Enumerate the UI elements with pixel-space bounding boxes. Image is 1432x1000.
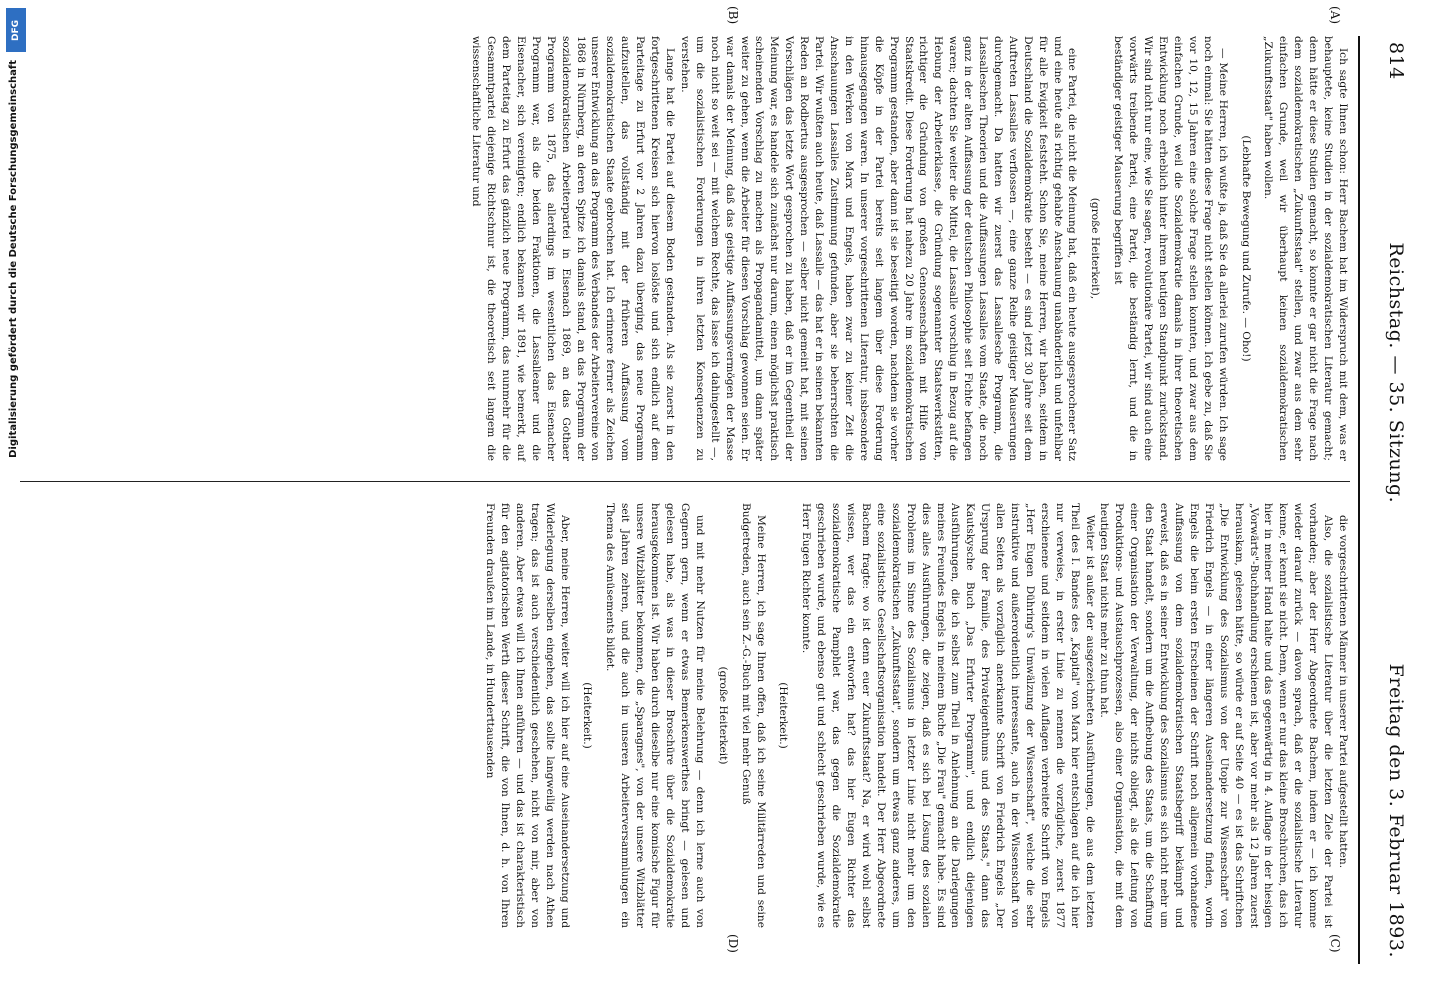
margin-marker-b: (B) bbox=[726, 6, 740, 25]
paragraph: Meine Herren, ich sage Ihnen offen, daß ich seine Militärreden und seine Budgetreden, auch sein Z.-G.-Buch mit viel mehr Genuß bbox=[739, 503, 767, 928]
margin-marker-c: (C) bbox=[1328, 934, 1342, 953]
paragraph: — Meine Herren, ich wußte ja, daß Sie da allerlei zurufen würden. Ich sage noch einmal: Sie hätten diese Frage nicht stellen können. Ich gebe zu, daß Sie vor 10, 12, 15 Jahren eine solche Frage stellen konnten, und zwar aus dem einfachen Grunde, weil die Sozialdemokratie damals in ihrer theoretischen Entwicklung noch erheblich hinter ihrem heutigen Standpunkt zurückstand. Wir sind nicht nur eine, wie Sie sagen, revolutionäre Partei, wir sind auch eine vorwärts treibende Partei, eine Partei, die beständig lernt, und die in beständiger geistiger Mauserung begriffen ist bbox=[1112, 36, 1229, 461]
paragraph: eine Partei, die nicht die Meinung hat, daß ein heute ausgesprochener Satz und eine heute als richtig gehabte Anschauung unabänderlich und unfehlbar für alle Ewigkeit feststeht. Schon Sie, meine Herren, wir haben, seitdem in Deutschland die Sozialdemokratie besteht — es sind jetzt 30 Jahre seit dem Auftreten Lassalles verflossen —, eine ganze Reihe geistiger Mauserungen durchgemacht. Da hatten wir zuerst das Lassallesche Programm, die Lassalleschen Theorien und die Auffassungen Lassalles vom Staate, die noch ganz in der alten Auffassung der deutschen Philosophie seit Fichte befangen waren; dachten Sie weiter die Mittel, die Lassalle vorschlug in Bezug auf die Hebung der Arbeiterklasse, die Gründung sogenannter Staatswerkstätten, richtiger die Gründung von großen Genossenschaften mit Hilfe von Staatskredit. Diese Forderung hat nahezu 20 Jahre im sozialdemokratischen Programm gestanden, aber dann ist sie beseitigt worden, nachdem sie vorher die Köpfe in der Partei bereits seit langem über diese Forderung hinausgegangen waren. In unserer vorgeschrittenen Literatur, insbesondere in den Werken von Marx und Engels, haben zwar zu keiner Zeit die Anschauungen Lassalles Zustimmung gefunden, aber sie beherrschten die Partei. Wir wußten auch heute, daß Lassalle — das hat er in seinen bekannten Reden an Rodbertus ausgesprochen — selber nicht gemeint hat, mit seinen Vorschlägen das letzte Wort gesprochen zu haben, daß er im Gegentheil der Meinung war, es handele sich zunächst nur darum, einen möglichst praktisch scheinenden Vorschlag zu machen als Propagandamittel, um dann später weiter zu gehen, wenn die Arbeiter für diesen Vorschlag gewonnen seien. Er war damals der Meinung, daß das geistige Auffassungsvermögen der Masse noch nicht so weit sei — mit welchem Rechte, das lasse ich dahingestellt —, um die sozialistischen Forderungen in ihren letzten Konsequenzen zu verstehen. bbox=[678, 36, 1079, 461]
interjection: (große Heiterkeit), bbox=[1089, 197, 1102, 300]
digitization-credit: Digitalisierung gefördert durch die Deutsche Forschungsgemeinschaft bbox=[8, 60, 19, 458]
header-rule bbox=[1358, 36, 1360, 964]
interjection: (große Heiterkeit) bbox=[716, 666, 729, 765]
paragraph: Weiter ist außer der ausgezeichneten Ausführungen, die aus dem letzten Theil des I. Bandes des „Kapital" von Marx hier entschlagen auf die ich hier nur verweise, in erster Linie zu nennen die vorzügliche, zuerst 1877 erschienene und seitdem in vielen Auflagen verbreitete Schrift von Engels „Herr Eugen Dühring's Umwälzung der Wissenschaft", welche die sehr instruktive und außerordentlich interessante, auch in der Wissenschaft von allen Seiten als vorzüglich anerkannte Schrift von Friedrich Engels „Der Ursprung der Familie, des Privateigenthums und des Staats," dann das Kautskysche Buch „Das Erfurter Programm", und endlich diejenigen Ausführungen, die ich selbst zum Theil in Anlehnung an die Darlegungen meines Freundes Engels in meinem Buche „Die Frau" gemacht habe. Es sind dies alles Ausführungen, die zeigen, daß es sich bei Lösung des sozialen Problems im Sinne des Sozialismus in letzter Linie nicht mehr um den sozialdemokratischen „Zukunftsstaat", sondern um etwas ganz anderes, um eine sozialistische Gesellschaftsorganisation handelt. Der Herr Abgeordnete Bachem fragte: wo ist denn euer Zukunftsstaat? Na, er wird wohl selbst wissen, wer das ein entworfen hat? das hier Eugen Richter das sozialdemokratische Pamphlet war, das gegen die Sozialdemokratie geschrieben wurde, und ebenso gut und schlecht geschrieben wurde, wie es Herr Eugen Richter konnte. bbox=[800, 503, 1096, 928]
interjection: (Lebhafte Bewegung und Zurufe. — Oho!) bbox=[1239, 135, 1252, 362]
paragraph: Lange hat die Partei auf diesem Boden gestanden. Als sie zuerst in den fortgeschrittenen Kreisen sich hiervon loslöste und sich endlich auf dem Parteitage zu Erfurt vor 2 Jahren dazu überging, das neue Programm aufzustellen, das vollständig mit der früheren Auffassung vom sozialdemokratischen Staate gebrochen hat. Ich erinnere ferner als Zeichen unserer Entwicklung an das Programm des Verbandes der Arbeitervereine von 1868 in Nürnberg, an deren Spitze ich damals stand, an das Programm der sozialdemokratischen Arbeiterpartei in Eisenach 1869, an das Gothaer Programm von 1875, das allerdings im wesentlichen das Eisenacher Programm war, als die beiden Fraktionen, die Lassalleaner und die Eisenacher, sich vereinigten; endlich bekamen wir 1891, wie bemerkt, auf dem Parteitag zu Erfurt das gänzlich neue Programm, das nunmehr für die Gesammtpartei diejenige Richtschnur ist, die theoretisch seit langem die wissenschaftliche Literatur und bbox=[470, 36, 677, 462]
paragraph: Ich sagte Ihnen schon: Herr Bachem hat im Widerspruch mit dem, was er behauptete, keine Studien in der sozialdemokratischen Literatur gemacht; denn hätte er diese Studien gemacht, so konnte er gar nicht die Frage nach dem sozialdemokratischen „Zukunftsstaat" stellen, und zwar aus dem sehr einfachen Grunde, weil wir überhaupt keinen sozialdemokratischen „Zukunftsstaat" haben wollen. bbox=[1262, 36, 1349, 461]
interjection: (Heiterkeit.) bbox=[777, 682, 790, 749]
dfg-logo: DFG bbox=[6, 8, 26, 52]
margin-marker-d: (D) bbox=[726, 934, 740, 953]
column-divider bbox=[20, 481, 1350, 482]
paragraph: Aber, meine Herren, weiter will ich hier auf eine Auseinandersetzung und Widerlegung derselben eingehen, das sollte langweilig werden nach Athen tragen; das ist auch verschiedentlich geschehen, nicht von mir, aber von anderen. Aber etwas will ich Ihnen anführen — und das ist charakteristisch für den agitatorischen Werth dieser Schrift, die von Ihnen, d. h. von Ihren Freunden draußen im Lande, in Hunderttausenden bbox=[484, 503, 571, 928]
paragraph: Also, die sozialistische Literatur über die letzten Ziele der Partei ist vorhanden; aber der Herr Abgeordnete Bachem, indem er — ich komme wieder darauf zurück — davon sprach, daß er die sozialistische Literatur kenne, er kennt sie nicht. Denn, wenn er nur das kleine Broschürchen, das ich hier in meiner Hand halte und das gegenwärtig in 4. Auflage in der hiesigen „Vorwärts"-Buchhandlung erschienen ist, aber vor mehr als 12 Jahren zuerst herauskam, gelesen hätte, so würde er auf Seite 40 — es ist das Schriftchen „Die Entwicklung des Sozialismus von der Utopie zur Wissenschaft" von Friedrich Engels — in einer längeren Auseinandersetzung finden, worin Engels die beim ersten Erscheinen der Schrift noch allgemein vorhandene Auffassung von dem sozialdemokratischen Staatsbegriff bekämpft und erweist, daß es in seiner Entwicklung des Sozialismus es sich nicht mehr um den Staat handelt, sondern um die Aufhebung des Staats, um die Schaffung einer Organisation der Verwaltung, der nichts obliegt, als die Leitung von Produktions- und Austauschprozessen, also einer Organisation, die mit dem heutigen Staat nichts mehr zu thun hat. bbox=[1098, 503, 1335, 928]
paragraph: und mit mehr Nutzen für meine Belehrung — denn ich lerne auch von Gegnern gern, wenn er etwas Bemerkenswerthes bringt — gelesen und gelesen habe, als was in dieser Broschüre über die Sozialdemokratie herausgekommen ist. Wir haben durch dieselbe nur eine komische Figur für unsere Witzblätter bekommen, die „Sparagnes", von der unsere Witzblätter seit Jahren zehren, und die auch in unseren Arbeiterversammlungen ein Thema des Amüsements bildet. bbox=[604, 503, 706, 928]
page-number: 814 bbox=[1385, 42, 1407, 80]
session-title: Reichstag. — 35. Sitzung. bbox=[1385, 242, 1407, 504]
session-date: Freitag den 3. Februar 1893. bbox=[1385, 663, 1407, 958]
right-column bbox=[482, 503, 1350, 928]
interjection: (Heiterkeit.) bbox=[581, 682, 594, 749]
left-column bbox=[468, 36, 1350, 461]
page-body bbox=[20, 6, 1350, 964]
paragraph: die vorgeschrittenen Männer in unserer Partei aufgestellt hatten. bbox=[1337, 515, 1349, 869]
page-header bbox=[1360, 36, 1432, 964]
margin-marker-a: (A) bbox=[1328, 6, 1342, 25]
